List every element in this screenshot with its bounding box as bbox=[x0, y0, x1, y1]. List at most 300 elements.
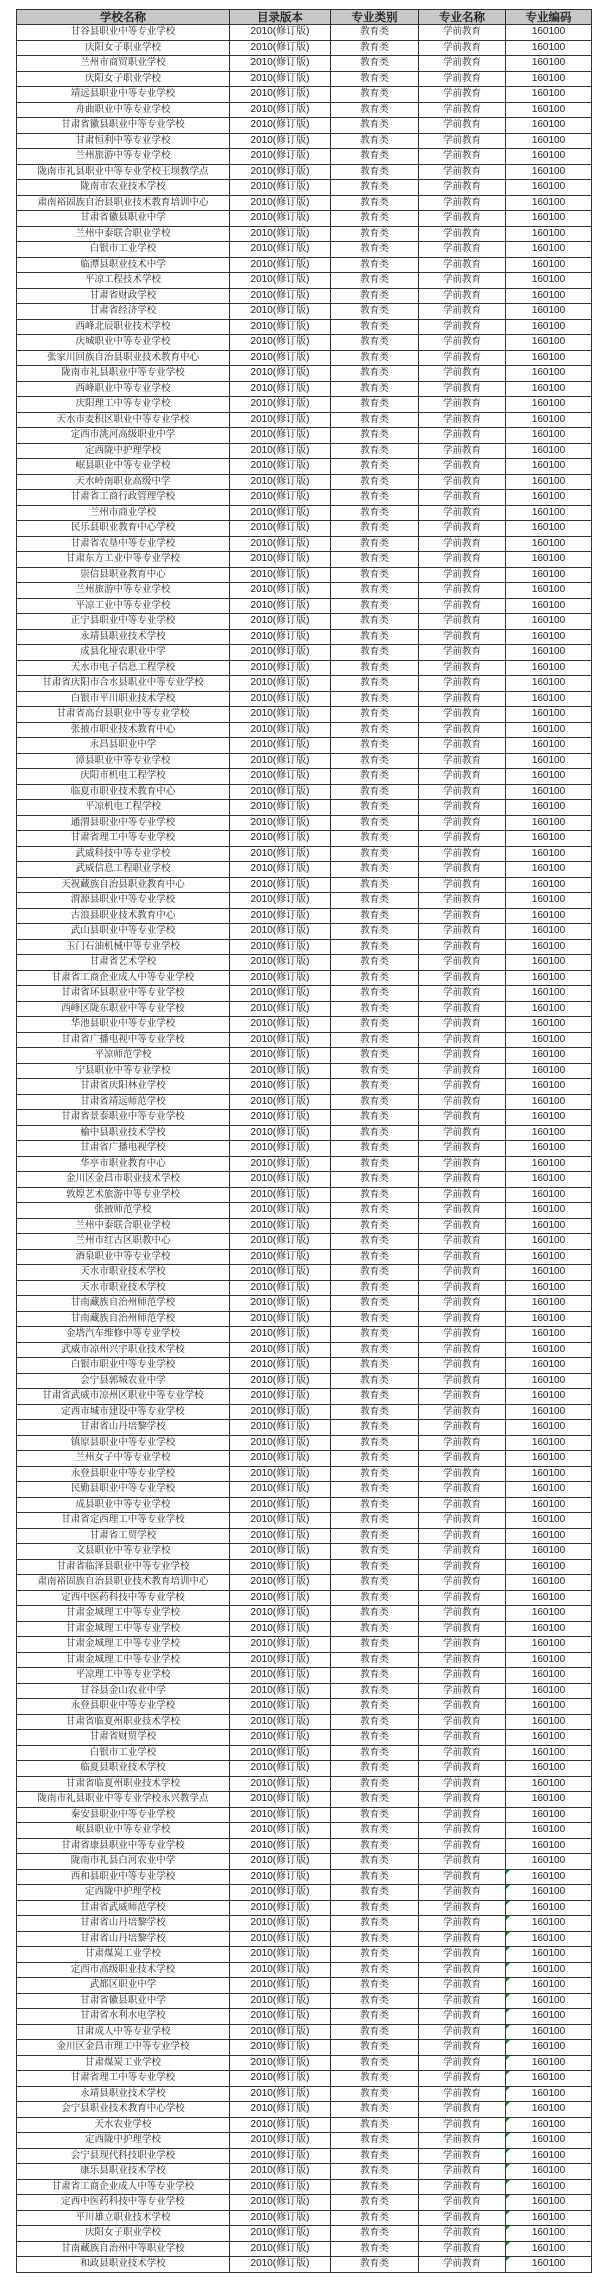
major-code-cell[interactable] bbox=[506, 1172, 592, 1188]
catalog-version-cell[interactable] bbox=[230, 87, 331, 103]
major-name-cell[interactable] bbox=[419, 1900, 506, 1916]
major-category-cell[interactable] bbox=[331, 1234, 419, 1250]
major-category-cell[interactable] bbox=[331, 2210, 419, 2226]
major-code-cell[interactable] bbox=[506, 1575, 592, 1591]
major-code-cell[interactable] bbox=[506, 1389, 592, 1405]
major-name-cell[interactable] bbox=[419, 1079, 506, 1095]
major-name-cell[interactable] bbox=[419, 2055, 506, 2071]
major-code-cell[interactable] bbox=[506, 1466, 592, 1482]
major-name-cell[interactable] bbox=[419, 831, 506, 847]
major-category-cell[interactable] bbox=[331, 1079, 419, 1095]
catalog-version-cell[interactable] bbox=[230, 2009, 331, 2025]
catalog-version-cell[interactable] bbox=[230, 412, 331, 428]
major-name-cell[interactable] bbox=[419, 490, 506, 506]
catalog-version-cell[interactable] bbox=[230, 1590, 331, 1606]
major-name-cell[interactable] bbox=[419, 1280, 506, 1296]
major-name-cell[interactable] bbox=[419, 1141, 506, 1157]
major-code-cell[interactable] bbox=[506, 862, 592, 878]
school-name-cell[interactable] bbox=[17, 273, 230, 289]
major-name-cell[interactable] bbox=[419, 1032, 506, 1048]
major-name-cell[interactable] bbox=[419, 1513, 506, 1529]
school-name-cell[interactable] bbox=[17, 2241, 230, 2257]
major-code-cell[interactable] bbox=[506, 2071, 592, 2087]
major-category-cell[interactable] bbox=[331, 536, 419, 552]
major-code-cell[interactable] bbox=[506, 319, 592, 335]
major-code-cell[interactable] bbox=[506, 1358, 592, 1374]
major-name-cell[interactable] bbox=[419, 2241, 506, 2257]
catalog-version-cell[interactable] bbox=[230, 71, 331, 87]
major-category-cell[interactable] bbox=[331, 350, 419, 366]
school-name-cell[interactable] bbox=[17, 1869, 230, 1885]
major-category-cell[interactable] bbox=[331, 304, 419, 320]
major-code-cell[interactable] bbox=[506, 335, 592, 351]
catalog-version-cell[interactable] bbox=[230, 102, 331, 118]
catalog-version-cell[interactable] bbox=[230, 660, 331, 676]
major-code-cell[interactable] bbox=[506, 1854, 592, 1870]
major-name-cell[interactable] bbox=[419, 784, 506, 800]
major-name-cell[interactable] bbox=[419, 1745, 506, 1761]
major-name-cell[interactable] bbox=[419, 1125, 506, 1141]
school-name-cell[interactable] bbox=[17, 2133, 230, 2149]
major-category-cell[interactable] bbox=[331, 1404, 419, 1420]
major-code-cell[interactable] bbox=[506, 660, 592, 676]
major-code-cell[interactable] bbox=[506, 1683, 592, 1699]
major-category-cell[interactable] bbox=[331, 319, 419, 335]
catalog-version-cell[interactable] bbox=[230, 939, 331, 955]
major-name-cell[interactable] bbox=[419, 1559, 506, 1575]
major-code-cell[interactable] bbox=[506, 1699, 592, 1715]
major-code-cell[interactable] bbox=[506, 598, 592, 614]
school-name-cell[interactable] bbox=[17, 2071, 230, 2087]
major-name-cell[interactable] bbox=[419, 180, 506, 196]
major-name-cell[interactable] bbox=[419, 1482, 506, 1498]
major-name-cell[interactable] bbox=[419, 2226, 506, 2242]
major-category-cell[interactable] bbox=[331, 1854, 419, 1870]
catalog-version-cell[interactable] bbox=[230, 474, 331, 490]
school-name-cell[interactable] bbox=[17, 1187, 230, 1203]
catalog-version-cell[interactable] bbox=[230, 707, 331, 723]
school-name-cell[interactable] bbox=[17, 71, 230, 87]
school-name-cell[interactable] bbox=[17, 970, 230, 986]
school-name-cell[interactable] bbox=[17, 1621, 230, 1637]
major-code-cell[interactable] bbox=[506, 1063, 592, 1079]
major-name-cell[interactable] bbox=[419, 598, 506, 614]
catalog-version-cell[interactable] bbox=[230, 40, 331, 56]
major-code-cell[interactable] bbox=[506, 629, 592, 645]
school-name-cell[interactable] bbox=[17, 164, 230, 180]
major-name-cell[interactable] bbox=[419, 1637, 506, 1653]
major-category-cell[interactable] bbox=[331, 1296, 419, 1312]
school-name-cell[interactable] bbox=[17, 1575, 230, 1591]
major-category-cell[interactable] bbox=[331, 924, 419, 940]
major-category-cell[interactable] bbox=[331, 288, 419, 304]
error-flag-triangle-icon[interactable] bbox=[506, 2164, 510, 2168]
major-code-cell[interactable] bbox=[506, 552, 592, 568]
major-code-cell[interactable] bbox=[506, 815, 592, 831]
major-name-cell[interactable] bbox=[419, 1218, 506, 1234]
major-code-cell[interactable] bbox=[506, 1497, 592, 1513]
major-category-cell[interactable] bbox=[331, 366, 419, 382]
major-name-cell[interactable] bbox=[419, 660, 506, 676]
major-code-cell[interactable] bbox=[506, 1420, 592, 1436]
major-category-cell[interactable] bbox=[331, 970, 419, 986]
school-name-cell[interactable] bbox=[17, 149, 230, 165]
major-code-cell[interactable] bbox=[506, 1978, 592, 1994]
major-code-cell[interactable] bbox=[506, 1900, 592, 1916]
major-name-cell[interactable] bbox=[419, 350, 506, 366]
major-name-cell[interactable] bbox=[419, 1063, 506, 1079]
school-name-cell[interactable] bbox=[17, 846, 230, 862]
catalog-version-cell[interactable] bbox=[230, 536, 331, 552]
major-name-cell[interactable] bbox=[419, 474, 506, 490]
catalog-version-cell[interactable] bbox=[230, 1187, 331, 1203]
catalog-version-cell[interactable] bbox=[230, 1838, 331, 1854]
catalog-version-cell[interactable] bbox=[230, 738, 331, 754]
major-code-cell[interactable] bbox=[506, 1110, 592, 1126]
school-name-cell[interactable] bbox=[17, 1048, 230, 1064]
major-name-cell[interactable] bbox=[419, 769, 506, 785]
catalog-version-cell[interactable] bbox=[230, 1745, 331, 1761]
catalog-version-cell[interactable] bbox=[230, 1048, 331, 1064]
school-name-cell[interactable] bbox=[17, 1993, 230, 2009]
major-name-cell[interactable] bbox=[419, 1203, 506, 1219]
catalog-version-cell[interactable] bbox=[230, 1032, 331, 1048]
catalog-version-cell[interactable] bbox=[230, 955, 331, 971]
school-name-cell[interactable] bbox=[17, 1838, 230, 1854]
major-name-cell[interactable] bbox=[419, 87, 506, 103]
major-name-cell[interactable] bbox=[419, 1110, 506, 1126]
catalog-version-cell[interactable] bbox=[230, 893, 331, 909]
major-category-cell[interactable] bbox=[331, 1218, 419, 1234]
school-name-cell[interactable] bbox=[17, 2009, 230, 2025]
error-flag-triangle-icon[interactable] bbox=[506, 2180, 510, 2184]
major-category-cell[interactable] bbox=[331, 242, 419, 258]
major-name-cell[interactable] bbox=[419, 1931, 506, 1947]
major-code-cell[interactable] bbox=[506, 2086, 592, 2102]
catalog-version-cell[interactable] bbox=[230, 1296, 331, 1312]
error-flag-triangle-icon[interactable] bbox=[506, 2211, 510, 2215]
major-name-cell[interactable] bbox=[419, 1947, 506, 1963]
major-category-cell[interactable] bbox=[331, 257, 419, 273]
major-category-cell[interactable] bbox=[331, 195, 419, 211]
error-flag-triangle-icon[interactable] bbox=[506, 1885, 510, 1889]
major-name-cell[interactable] bbox=[419, 1497, 506, 1513]
school-name-cell[interactable] bbox=[17, 1079, 230, 1095]
major-name-cell[interactable] bbox=[419, 25, 506, 41]
catalog-version-cell[interactable] bbox=[230, 924, 331, 940]
school-name-cell[interactable] bbox=[17, 1916, 230, 1932]
school-name-cell[interactable] bbox=[17, 211, 230, 227]
school-name-cell[interactable] bbox=[17, 56, 230, 72]
major-category-cell[interactable] bbox=[331, 1668, 419, 1684]
major-category-cell[interactable] bbox=[331, 133, 419, 149]
major-category-cell[interactable] bbox=[331, 1342, 419, 1358]
major-category-cell[interactable] bbox=[331, 753, 419, 769]
major-name-cell[interactable] bbox=[419, 1699, 506, 1715]
major-code-cell[interactable] bbox=[506, 102, 592, 118]
school-name-cell[interactable] bbox=[17, 1714, 230, 1730]
major-name-cell[interactable] bbox=[419, 1575, 506, 1591]
school-name-cell[interactable] bbox=[17, 598, 230, 614]
major-code-cell[interactable] bbox=[506, 955, 592, 971]
major-code-cell[interactable] bbox=[506, 691, 592, 707]
school-name-cell[interactable] bbox=[17, 1234, 230, 1250]
error-flag-triangle-icon[interactable] bbox=[506, 1994, 510, 1998]
catalog-version-cell[interactable] bbox=[230, 1125, 331, 1141]
major-code-cell[interactable] bbox=[506, 87, 592, 103]
school-name-cell[interactable] bbox=[17, 986, 230, 1002]
catalog-version-cell[interactable] bbox=[230, 1730, 331, 1746]
school-name-cell[interactable] bbox=[17, 1218, 230, 1234]
major-category-cell[interactable] bbox=[331, 25, 419, 41]
catalog-version-cell[interactable] bbox=[230, 1807, 331, 1823]
major-category-cell[interactable] bbox=[331, 955, 419, 971]
major-name-cell[interactable] bbox=[419, 1373, 506, 1389]
major-code-cell[interactable] bbox=[506, 366, 592, 382]
major-name-cell[interactable] bbox=[419, 1017, 506, 1033]
school-name-cell[interactable] bbox=[17, 1823, 230, 1839]
major-category-cell[interactable] bbox=[331, 1125, 419, 1141]
catalog-version-cell[interactable] bbox=[230, 2257, 331, 2273]
major-code-cell[interactable] bbox=[506, 2133, 592, 2149]
school-name-cell[interactable] bbox=[17, 1497, 230, 1513]
major-category-cell[interactable] bbox=[331, 769, 419, 785]
major-category-cell[interactable] bbox=[331, 2024, 419, 2040]
school-name-cell[interactable] bbox=[17, 862, 230, 878]
major-code-cell[interactable] bbox=[506, 2055, 592, 2071]
major-name-cell[interactable] bbox=[419, 288, 506, 304]
catalog-version-cell[interactable] bbox=[230, 1962, 331, 1978]
major-name-cell[interactable] bbox=[419, 1869, 506, 1885]
catalog-version-cell[interactable] bbox=[230, 1668, 331, 1684]
catalog-version-cell[interactable] bbox=[230, 2102, 331, 2118]
major-category-cell[interactable] bbox=[331, 1900, 419, 1916]
major-category-cell[interactable] bbox=[331, 2133, 419, 2149]
catalog-version-cell[interactable] bbox=[230, 1017, 331, 1033]
major-name-cell[interactable] bbox=[419, 2040, 506, 2056]
major-name-cell[interactable] bbox=[419, 1683, 506, 1699]
major-name-cell[interactable] bbox=[419, 1916, 506, 1932]
major-code-cell[interactable] bbox=[506, 784, 592, 800]
catalog-version-cell[interactable] bbox=[230, 1280, 331, 1296]
major-name-cell[interactable] bbox=[419, 428, 506, 444]
major-category-cell[interactable] bbox=[331, 986, 419, 1002]
major-category-cell[interactable] bbox=[331, 1110, 419, 1126]
major-name-cell[interactable] bbox=[419, 2024, 506, 2040]
major-name-cell[interactable] bbox=[419, 753, 506, 769]
school-name-cell[interactable] bbox=[17, 1745, 230, 1761]
error-flag-triangle-icon[interactable] bbox=[506, 1901, 510, 1905]
major-category-cell[interactable] bbox=[331, 1203, 419, 1219]
catalog-version-cell[interactable] bbox=[230, 2148, 331, 2164]
major-code-cell[interactable] bbox=[506, 1296, 592, 1312]
major-name-cell[interactable] bbox=[419, 505, 506, 521]
major-name-cell[interactable] bbox=[419, 56, 506, 72]
major-code-cell[interactable] bbox=[506, 2241, 592, 2257]
school-name-cell[interactable] bbox=[17, 226, 230, 242]
major-name-cell[interactable] bbox=[419, 521, 506, 537]
catalog-version-cell[interactable] bbox=[230, 1172, 331, 1188]
catalog-version-cell[interactable] bbox=[230, 877, 331, 893]
catalog-version-cell[interactable] bbox=[230, 304, 331, 320]
major-name-cell[interactable] bbox=[419, 149, 506, 165]
catalog-version-cell[interactable] bbox=[230, 1063, 331, 1079]
major-code-cell[interactable] bbox=[506, 1838, 592, 1854]
school-name-cell[interactable] bbox=[17, 1373, 230, 1389]
major-code-cell[interactable] bbox=[506, 1606, 592, 1622]
major-code-cell[interactable] bbox=[506, 2226, 592, 2242]
major-name-cell[interactable] bbox=[419, 1854, 506, 1870]
major-category-cell[interactable] bbox=[331, 459, 419, 475]
school-name-cell[interactable] bbox=[17, 180, 230, 196]
error-flag-triangle-icon[interactable] bbox=[506, 2071, 510, 2075]
school-name-cell[interactable] bbox=[17, 1280, 230, 1296]
catalog-version-cell[interactable] bbox=[230, 1885, 331, 1901]
school-name-cell[interactable] bbox=[17, 397, 230, 413]
major-code-cell[interactable] bbox=[506, 1032, 592, 1048]
catalog-version-cell[interactable] bbox=[230, 1606, 331, 1622]
major-category-cell[interactable] bbox=[331, 1745, 419, 1761]
major-name-cell[interactable] bbox=[419, 1590, 506, 1606]
school-name-cell[interactable] bbox=[17, 1544, 230, 1560]
major-category-cell[interactable] bbox=[331, 149, 419, 165]
major-code-cell[interactable] bbox=[506, 1451, 592, 1467]
major-category-cell[interactable] bbox=[331, 118, 419, 134]
major-code-cell[interactable] bbox=[506, 304, 592, 320]
school-name-cell[interactable] bbox=[17, 722, 230, 738]
major-code-cell[interactable] bbox=[506, 583, 592, 599]
school-name-cell[interactable] bbox=[17, 1730, 230, 1746]
school-name-cell[interactable] bbox=[17, 1559, 230, 1575]
major-name-cell[interactable] bbox=[419, 1978, 506, 1994]
school-name-cell[interactable] bbox=[17, 1807, 230, 1823]
major-category-cell[interactable] bbox=[331, 1714, 419, 1730]
catalog-version-cell[interactable] bbox=[230, 2179, 331, 2195]
major-code-cell[interactable] bbox=[506, 1373, 592, 1389]
major-category-cell[interactable] bbox=[331, 1513, 419, 1529]
major-category-cell[interactable] bbox=[331, 1652, 419, 1668]
major-category-cell[interactable] bbox=[331, 1141, 419, 1157]
major-name-cell[interactable] bbox=[419, 893, 506, 909]
school-name-cell[interactable] bbox=[17, 428, 230, 444]
school-name-cell[interactable] bbox=[17, 893, 230, 909]
major-name-cell[interactable] bbox=[419, 2179, 506, 2195]
catalog-version-cell[interactable] bbox=[230, 211, 331, 227]
major-code-cell[interactable] bbox=[506, 1714, 592, 1730]
major-code-cell[interactable] bbox=[506, 2257, 592, 2273]
major-category-cell[interactable] bbox=[331, 521, 419, 537]
major-category-cell[interactable] bbox=[331, 2117, 419, 2133]
error-flag-triangle-icon[interactable] bbox=[506, 2257, 510, 2261]
major-code-cell[interactable] bbox=[506, 381, 592, 397]
catalog-version-cell[interactable] bbox=[230, 862, 331, 878]
error-flag-triangle-icon[interactable] bbox=[506, 2040, 510, 2044]
major-code-cell[interactable] bbox=[506, 1745, 592, 1761]
major-category-cell[interactable] bbox=[331, 1373, 419, 1389]
major-category-cell[interactable] bbox=[331, 2040, 419, 2056]
error-flag-triangle-icon[interactable] bbox=[506, 1978, 510, 1982]
major-code-cell[interactable] bbox=[506, 1869, 592, 1885]
major-name-cell[interactable] bbox=[419, 2009, 506, 2025]
catalog-version-cell[interactable] bbox=[230, 583, 331, 599]
major-code-cell[interactable] bbox=[506, 2148, 592, 2164]
major-code-cell[interactable] bbox=[506, 40, 592, 56]
school-name-cell[interactable] bbox=[17, 1420, 230, 1436]
school-name-cell[interactable] bbox=[17, 350, 230, 366]
major-name-cell[interactable] bbox=[419, 459, 506, 475]
major-category-cell[interactable] bbox=[331, 645, 419, 661]
major-code-cell[interactable] bbox=[506, 2164, 592, 2180]
school-name-cell[interactable] bbox=[17, 1885, 230, 1901]
header-major-category[interactable]: 专业类别 bbox=[331, 10, 419, 25]
major-code-cell[interactable] bbox=[506, 893, 592, 909]
major-category-cell[interactable] bbox=[331, 1063, 419, 1079]
major-name-cell[interactable] bbox=[419, 877, 506, 893]
school-name-cell[interactable] bbox=[17, 1776, 230, 1792]
school-name-cell[interactable] bbox=[17, 1342, 230, 1358]
major-name-cell[interactable] bbox=[419, 691, 506, 707]
school-name-cell[interactable] bbox=[17, 753, 230, 769]
catalog-version-cell[interactable] bbox=[230, 800, 331, 816]
major-category-cell[interactable] bbox=[331, 1094, 419, 1110]
school-name-cell[interactable] bbox=[17, 660, 230, 676]
major-name-cell[interactable] bbox=[419, 242, 506, 258]
major-code-cell[interactable] bbox=[506, 1761, 592, 1777]
school-name-cell[interactable] bbox=[17, 552, 230, 568]
school-name-cell[interactable] bbox=[17, 459, 230, 475]
school-name-cell[interactable] bbox=[17, 133, 230, 149]
catalog-version-cell[interactable] bbox=[230, 567, 331, 583]
major-code-cell[interactable] bbox=[506, 397, 592, 413]
major-code-cell[interactable] bbox=[506, 877, 592, 893]
major-category-cell[interactable] bbox=[331, 1265, 419, 1281]
error-flag-triangle-icon[interactable] bbox=[506, 2118, 510, 2122]
major-name-cell[interactable] bbox=[419, 2257, 506, 2273]
major-code-cell[interactable] bbox=[506, 1590, 592, 1606]
catalog-version-cell[interactable] bbox=[230, 257, 331, 273]
school-name-cell[interactable] bbox=[17, 629, 230, 645]
major-category-cell[interactable] bbox=[331, 1451, 419, 1467]
major-category-cell[interactable] bbox=[331, 87, 419, 103]
catalog-version-cell[interactable] bbox=[230, 149, 331, 165]
catalog-version-cell[interactable] bbox=[230, 319, 331, 335]
catalog-version-cell[interactable] bbox=[230, 1916, 331, 1932]
catalog-version-cell[interactable] bbox=[230, 1683, 331, 1699]
major-code-cell[interactable] bbox=[506, 1017, 592, 1033]
major-name-cell[interactable] bbox=[419, 986, 506, 1002]
major-name-cell[interactable] bbox=[419, 707, 506, 723]
major-category-cell[interactable] bbox=[331, 1001, 419, 1017]
school-name-cell[interactable] bbox=[17, 40, 230, 56]
error-flag-triangle-icon[interactable] bbox=[506, 2102, 510, 2106]
major-category-cell[interactable] bbox=[331, 1807, 419, 1823]
major-code-cell[interactable] bbox=[506, 1234, 592, 1250]
catalog-version-cell[interactable] bbox=[230, 273, 331, 289]
major-code-cell[interactable] bbox=[506, 722, 592, 738]
school-name-cell[interactable] bbox=[17, 2195, 230, 2211]
catalog-version-cell[interactable] bbox=[230, 1234, 331, 1250]
catalog-version-cell[interactable] bbox=[230, 1389, 331, 1405]
major-category-cell[interactable] bbox=[331, 691, 419, 707]
school-name-cell[interactable] bbox=[17, 1761, 230, 1777]
major-name-cell[interactable] bbox=[419, 1776, 506, 1792]
major-code-cell[interactable] bbox=[506, 2195, 592, 2211]
school-name-cell[interactable] bbox=[17, 567, 230, 583]
major-name-cell[interactable] bbox=[419, 443, 506, 459]
major-category-cell[interactable] bbox=[331, 56, 419, 72]
major-category-cell[interactable] bbox=[331, 1172, 419, 1188]
major-name-cell[interactable] bbox=[419, 614, 506, 630]
